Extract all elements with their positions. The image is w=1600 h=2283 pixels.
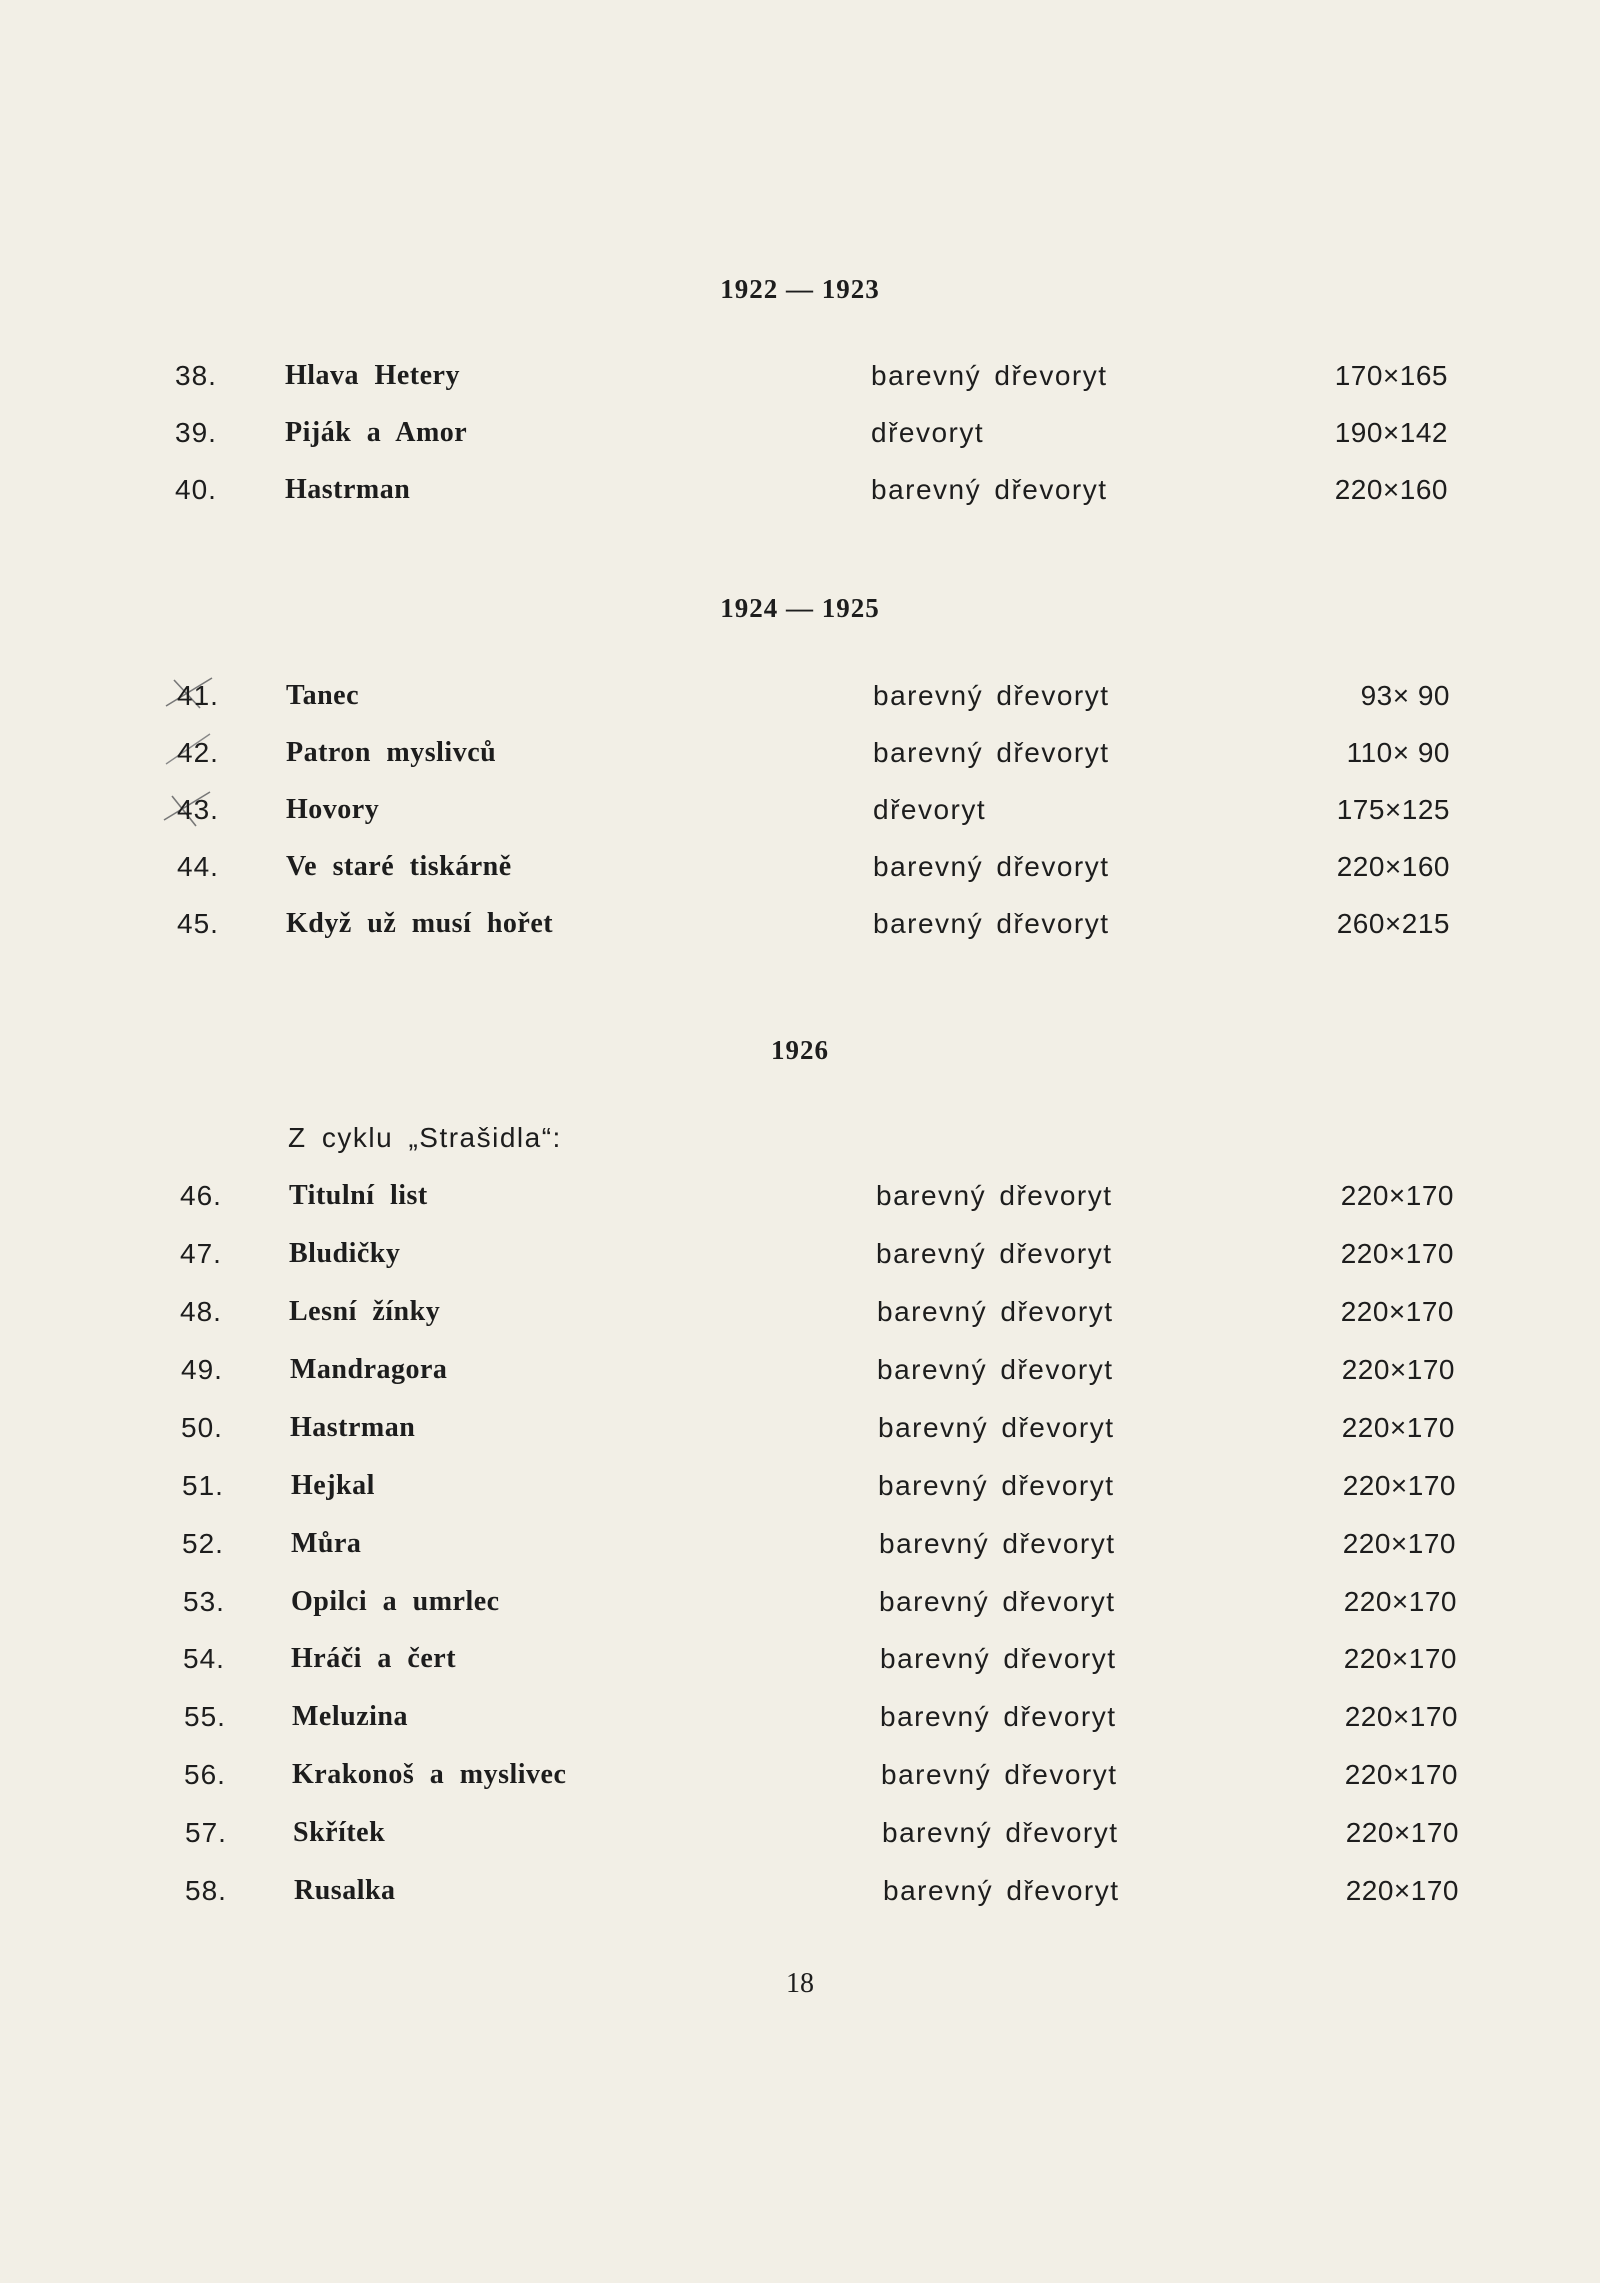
entry-row [0, 1643, 1600, 1683]
entry-dimensions: 220×170 [1343, 1643, 1457, 1674]
entry-technique: barevný dřevoryt [873, 737, 1110, 768]
entry-number: 52. [182, 1528, 224, 1559]
entry-dimensions: 220×170 [1345, 1817, 1459, 1848]
entry-number: 51. [182, 1470, 224, 1501]
entry-technique: dřevoryt [871, 417, 985, 448]
entry-title: Když už musí hořet [286, 908, 554, 939]
entry-technique: barevný dřevoryt [873, 851, 1110, 882]
entry-title: Rusalka [294, 1875, 396, 1906]
entry-dimensions: 220×170 [1342, 1528, 1456, 1559]
entry-number: 40. [175, 474, 217, 505]
entry-technique: barevný dřevoryt [873, 680, 1110, 711]
entry-number: 58. [185, 1875, 227, 1906]
entry-dimensions: 110× 90 [1346, 737, 1450, 768]
entry-number: 42. [177, 737, 219, 768]
entry-technique: barevný dřevoryt [877, 1354, 1114, 1385]
entry-number: 44. [177, 851, 219, 882]
entry-technique: barevný dřevoryt [881, 1759, 1118, 1790]
entry-title: Lesní žínky [289, 1296, 441, 1327]
entry-title: Hovory [286, 794, 380, 825]
entry-number: 46. [180, 1180, 222, 1211]
entry-technique: barevný dřevoryt [879, 1586, 1116, 1617]
entry-title: Piják a Amor [285, 417, 468, 448]
entry-number: 45. [177, 908, 219, 939]
entry-dimensions: 170×165 [1334, 360, 1448, 391]
entry-dimensions: 220×170 [1340, 1180, 1454, 1211]
entry-number: 38. [175, 360, 217, 391]
entry-row [0, 1470, 1600, 1510]
entry-number: 47. [180, 1238, 222, 1269]
entry-technique: barevný dřevoryt [877, 1296, 1114, 1327]
entry-technique: barevný dřevoryt [871, 360, 1108, 391]
entry-row [0, 1238, 1600, 1278]
section-heading-1926: 1926 [771, 1035, 829, 1065]
page-number: 18 [786, 1968, 814, 1999]
entry-row [0, 1180, 1600, 1220]
entry-row [0, 851, 1600, 891]
entry-dimensions: 93× 90 [1360, 680, 1450, 711]
entry-technique: barevný dřevoryt [876, 1238, 1113, 1269]
entry-dimensions: 220×170 [1341, 1354, 1455, 1385]
entry-row [0, 1412, 1600, 1452]
entry-dimensions: 220×170 [1345, 1875, 1459, 1906]
entry-number: 48. [180, 1296, 222, 1327]
entry-technique: barevný dřevoryt [876, 1180, 1113, 1211]
entry-dimensions: 220×170 [1342, 1470, 1456, 1501]
entry-title: Meluzina [292, 1701, 408, 1732]
entry-technique: barevný dřevoryt [878, 1470, 1115, 1501]
entry-row [0, 1354, 1600, 1394]
entry-technique: barevný dřevoryt [880, 1701, 1117, 1732]
entry-title: Opilci a umrlec [291, 1586, 500, 1617]
entry-row [0, 474, 1600, 514]
entry-dimensions: 220×170 [1344, 1701, 1458, 1732]
entry-title: Skřítek [293, 1817, 386, 1848]
entry-title: Můra [291, 1528, 362, 1559]
entry-row [0, 1586, 1600, 1626]
entry-title: Titulní list [289, 1180, 428, 1211]
entry-dimensions: 220×170 [1343, 1586, 1457, 1617]
entry-number: 43. [177, 794, 219, 825]
entry-row [0, 680, 1600, 720]
entry-number: 39. [175, 417, 217, 448]
entry-row [0, 794, 1600, 834]
entry-number: 56. [184, 1759, 226, 1790]
entry-number: 57. [185, 1817, 227, 1848]
entry-title: Hastrman [290, 1412, 416, 1443]
entry-dimensions: 220×160 [1334, 474, 1448, 505]
entry-dimensions: 220×170 [1344, 1759, 1458, 1790]
entry-number: 54. [183, 1643, 225, 1674]
entry-technique: barevný dřevoryt [880, 1643, 1117, 1674]
entry-number: 53. [183, 1586, 225, 1617]
entry-title: Hráči a čert [291, 1643, 457, 1674]
entry-dimensions: 220×170 [1340, 1238, 1454, 1269]
cycle-label: Z cyklu „Strašidla“: [288, 1122, 562, 1153]
entry-technique: dřevoryt [873, 794, 987, 825]
entry-title: Krakonoš a myslivec [292, 1759, 567, 1790]
entry-row [0, 417, 1600, 457]
entry-title: Patron myslivců [286, 737, 497, 768]
entry-technique: barevný dřevoryt [871, 474, 1108, 505]
entry-title: Hastrman [285, 474, 411, 505]
entry-title: Mandragora [290, 1354, 448, 1385]
entry-title: Tanec [286, 680, 360, 711]
entry-number: 49. [181, 1354, 223, 1385]
entry-dimensions: 220×160 [1336, 851, 1450, 882]
entry-row [0, 908, 1600, 948]
entry-dimensions: 260×215 [1336, 908, 1450, 939]
entry-row [0, 1817, 1600, 1857]
entry-number: 50. [181, 1412, 223, 1443]
entry-title: Hejkal [291, 1470, 375, 1501]
entry-title: Ve staré tiskárně [286, 851, 512, 882]
section-heading-1922-1923: 1922 — 1923 [720, 274, 880, 304]
entry-number: 55. [184, 1701, 226, 1732]
entry-row [0, 360, 1600, 400]
entry-row [0, 1759, 1600, 1799]
entry-dimensions: 220×170 [1340, 1296, 1454, 1327]
entry-technique: barevný dřevoryt [873, 908, 1110, 939]
entry-title: Hlava Hetery [285, 360, 460, 391]
entry-technique: barevný dřevoryt [882, 1817, 1119, 1848]
entry-dimensions: 220×170 [1341, 1412, 1455, 1443]
entry-dimensions: 190×142 [1334, 417, 1448, 448]
entry-technique: barevný dřevoryt [878, 1412, 1115, 1443]
entry-technique: barevný dřevoryt [879, 1528, 1116, 1559]
entry-row [0, 1701, 1600, 1741]
entry-row [0, 737, 1600, 777]
entry-row [0, 1296, 1600, 1336]
entry-technique: barevný dřevoryt [883, 1875, 1120, 1906]
entry-row [0, 1528, 1600, 1568]
entry-dimensions: 175×125 [1336, 794, 1450, 825]
section-heading-1924-1925: 1924 — 1925 [720, 593, 880, 623]
entry-row [0, 1875, 1600, 1915]
entry-number: 41. [177, 680, 219, 711]
entry-title: Bludičky [289, 1238, 401, 1269]
